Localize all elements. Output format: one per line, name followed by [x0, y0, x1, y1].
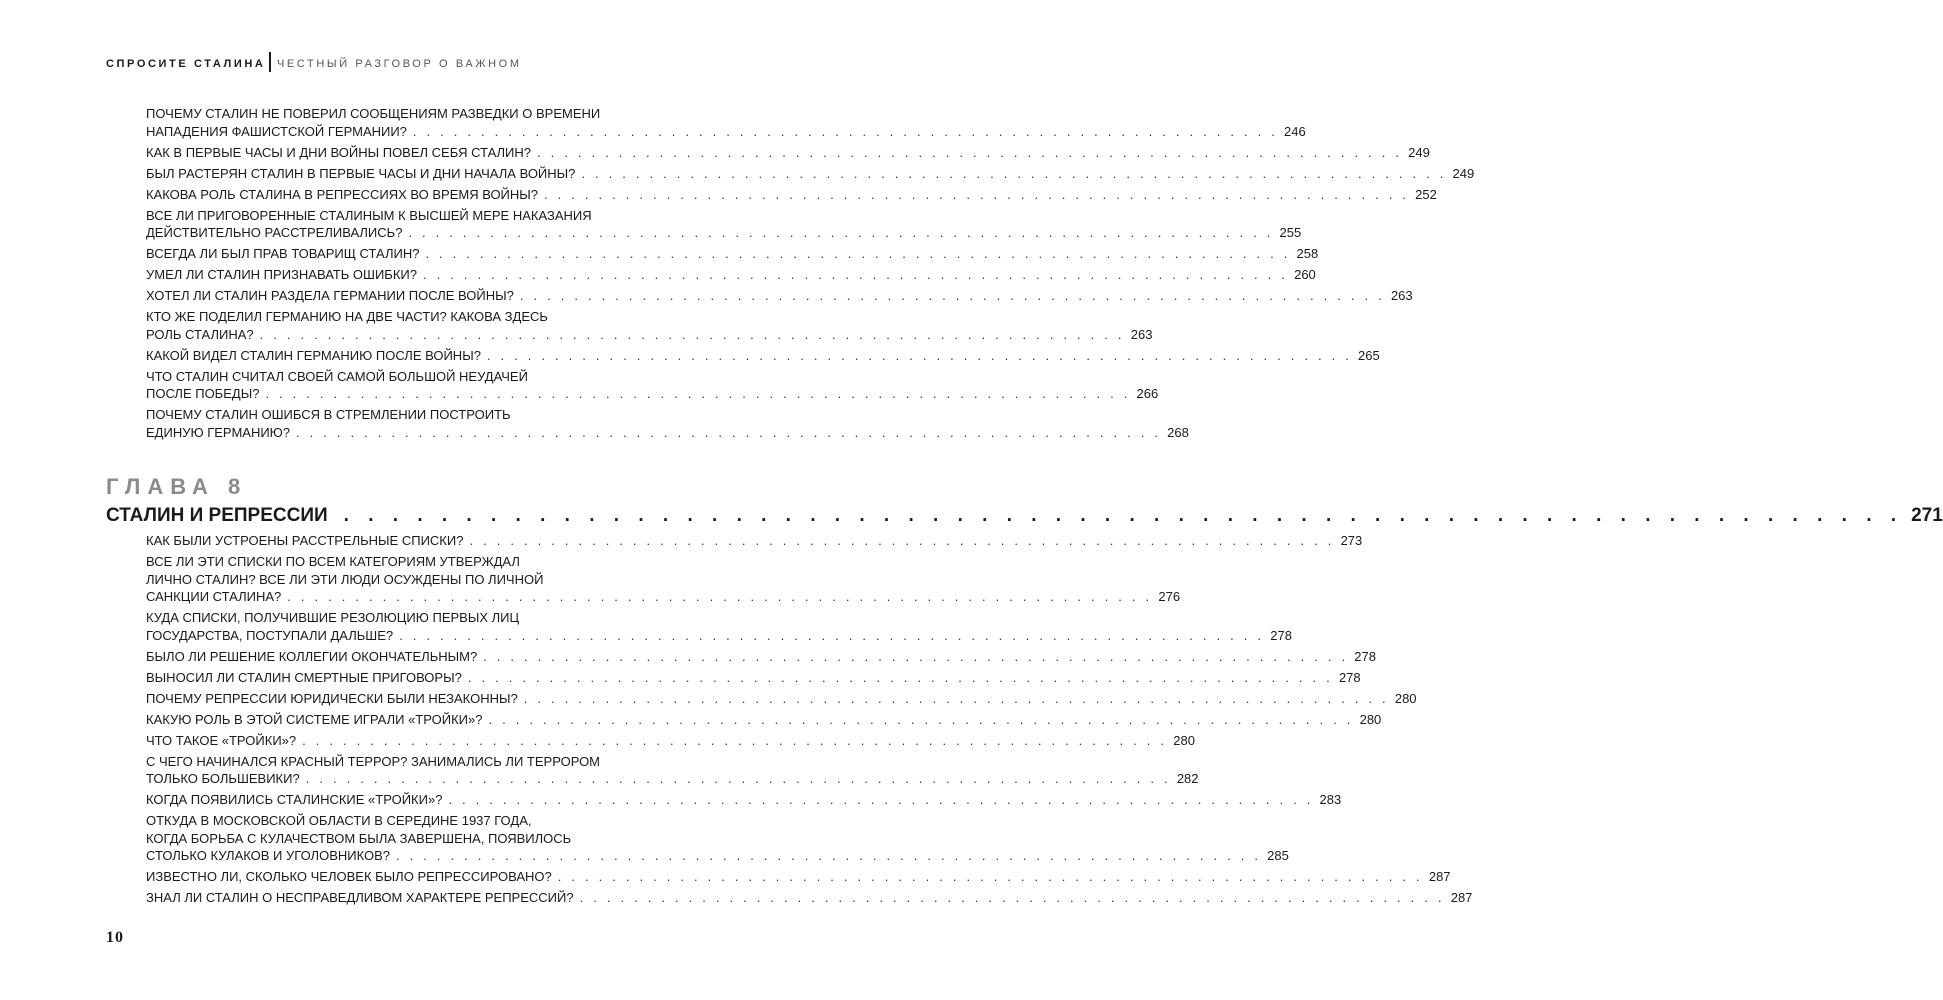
toc-entry-final-line: [146, 770, 1199, 788]
toc-entry-page-number: 282: [1176, 771, 1199, 786]
toc-entry-page-number: 268: [1167, 424, 1189, 440]
toc-entry-title: ТОЛЬКО БОЛЬШЕВИКИ?: [146, 771, 300, 786]
toc-entry[interactable]: [146, 266, 1316, 284]
toc-entry-final-line: [146, 791, 1342, 809]
dot-leader: . . . . . . . . . . . . . . . . . . . . . . . . . . . . . . . . . . . . . . . . . . . . . . . . . . . . . . . . . . . . . . . .: [396, 848, 1262, 863]
dot-leader: . . . . . . . . . . . . . . . . . . . . . . . . . . . . . . . . . . . . . . . . . . . . . . . . . . . . . . . . . . . . . . . .: [519, 288, 1385, 303]
toc-entry-page-number: 278: [1338, 669, 1361, 685]
toc-entry-final-line: [146, 669, 1361, 687]
toc-entry-line: КОГДА БОРЬБА С КУЛАЧЕСТВОМ БЫЛА ЗАВЕРШЕНА, ПОЯВИЛОСЬ: [146, 830, 572, 846]
toc-entry-line: С ЧЕГО НАЧИНАЛСЯ КРАСНЫЙ ТЕРРОР? ЗАНИМАЛИСЬ ЛИ ТЕРРОРОМ: [146, 753, 601, 769]
toc-entry-page-number: 287: [1450, 890, 1473, 905]
toc-entry-title: ПОСЛЕ ПОБЕДЫ?: [146, 386, 260, 401]
toc-entry-title: КАК В ПЕРВЫЕ ЧАСЫ И ДНИ ВОЙНЫ ПОВЕЛ СЕБЯ СТАЛИН?: [146, 144, 532, 160]
toc-entry-title: САНКЦИИ СТАЛИНА?: [146, 589, 282, 604]
toc-entry-final-line: [146, 165, 1475, 183]
dot-leader: . . . . . . . . . . . . . . . . . . . . . . . . . . . . . . . . . . . . . . . . . . . . . . . . . . . . . . . . . . . . . . . .: [302, 732, 1168, 748]
toc-entry-title: УМЕЛ ЛИ СТАЛИН ПРИЗНАВАТЬ ОШИБКИ?: [146, 267, 417, 282]
toc-entry[interactable]: [146, 347, 1380, 365]
toc-entry[interactable]: [146, 368, 1159, 403]
toc-entry-title: НАПАДЕНИЯ ФАШИСТСКОЙ ГЕРМАНИИ?: [146, 123, 407, 139]
toc-entry[interactable]: [146, 711, 1382, 729]
toc-entry-title: ВЫНОСИЛ ЛИ СТАЛИН СМЕРТНЫЕ ПРИГОВОРЫ?: [146, 669, 462, 685]
toc-entry-title: КАК БЫЛИ УСТРОЕНЫ РАССТРЕЛЬНЫЕ СПИСКИ?: [146, 533, 464, 548]
toc-entry-line: ЛИЧНО СТАЛИН? ВСЕ ЛИ ЭТИ ЛЮДИ ОСУЖДЕНЫ ПО ЛИЧНОЙ: [146, 571, 544, 587]
toc-entry-line: ВСЕ ЛИ ЭТИ СПИСКИ ПО ВСЕМ КАТЕГОРИЯМ УТВЕРЖДАЛ: [146, 554, 520, 569]
toc-entry-title: ЗНАЛ ЛИ СТАЛИН О НЕСПРАВЕДЛИВОМ ХАРАКТЕРЕ РЕПРЕССИЙ?: [146, 890, 574, 905]
toc-entry-page-number: 285: [1267, 848, 1289, 863]
dot-leader: . . . . . . . . . . . . . . . . . . . . . . . . . . . . . . . . . . . . . . . . . . . . . . . . . . . . . . . . . . . . . . . .: [488, 711, 1354, 727]
toc-entry[interactable]: [146, 532, 1363, 550]
dot-leader: . . . . . . . . . . . . . . . . . . . . . . . . . . . . . . . . . . . . . . . . . . . . . . . . . . . . . . . . . . . . . . . .: [422, 267, 1289, 282]
toc-entry-final-line: [146, 732, 1195, 750]
dot-leader: . . . . . . . . . . . . . . . . . . . . . . . . . . . . . . . . . . . . . . . . . . . . . . . . . . . . . . . . . . . . . . . .: [467, 669, 1333, 685]
toc-entry-final-line: [146, 627, 1292, 645]
toc-entry-final-line: [146, 144, 1430, 162]
toc-entry-page-number: 260: [1294, 267, 1316, 282]
dot-leader: . . . . . . . . . . . . . . . . . . . . . . . . . . . . . . . . . . . . . . . . . . . . . . . . . . . . . . . . . . . . . . . .: [469, 533, 1335, 548]
toc-entry[interactable]: [146, 144, 1430, 162]
toc-entry[interactable]: [146, 791, 1342, 809]
dot-leader: . . . . . . . . . . . . . . . . . . . . . . . . . . . . . . . . . . . . . . . . . . . . . . . . . . . . . . . . . . . . . . . .: [265, 386, 1131, 401]
toc-entry-page-number: 255: [1279, 225, 1302, 240]
toc-entry[interactable]: [146, 868, 1451, 886]
dot-leader: . . . . . . . . . . . . . . . . . . . . . . . . . . . . . . . . . . . . . . . . . . . . . . . . . . . . . . . . . . . . . . . .: [305, 771, 1171, 786]
dot-leader: . . . . . . . . . . . . . . . . . . . . . . . . . . . . . . . . . . . . . . . . . . . . . . . . . . . . . . . . . . . . . . . .: [399, 627, 1265, 643]
chapter-title-row[interactable]: [106, 505, 1943, 527]
dot-leader: . . . . . . . . . . . . . . . . . . . . . . . . . . . . . . . . . . . . . . . . . . . . . . . . . . . . . . . . . . . . . . . .: [557, 869, 1423, 884]
toc-entry[interactable]: [146, 287, 1413, 305]
toc-entry[interactable]: [146, 732, 1195, 750]
toc-entry-page-number: 280: [1394, 690, 1417, 706]
toc-entry[interactable]: [146, 648, 1376, 666]
toc-entry-title: ХОТЕЛ ЛИ СТАЛИН РАЗДЕЛА ГЕРМАНИИ ПОСЛЕ ВОЙНЫ?: [146, 288, 514, 303]
toc-entry-title: ЕДИНУЮ ГЕРМАНИЮ?: [146, 424, 291, 440]
toc-entry-line: ВСЕ ЛИ ПРИГОВОРЕННЫЕ СТАЛИНЫМ К ВЫСШЕЙ МЕРЕ НАКАЗАНИЯ: [146, 207, 592, 223]
toc-entry[interactable]: [146, 165, 1475, 183]
toc-entry[interactable]: [146, 308, 1153, 343]
toc-entry-final-line: [146, 424, 1189, 442]
page-number: 10: [106, 929, 124, 946]
dot-leader: . . . . . . . . . . . . . . . . . . . . . . . . . . . . . . . . . . . . . . . . . . . . . . . . . . . . . . . . . . . . . . . .: [523, 690, 1389, 706]
toc-entry-line: ПОЧЕМУ СТАЛИН ОШИБСЯ В СТРЕМЛЕНИИ ПОСТРОИТЬ: [146, 407, 511, 422]
toc-entry[interactable]: [146, 812, 1289, 865]
dot-leader: . . . . . . . . . . . . . . . . . . . . . . . . . . . . . . . . . . . . . . . . . . . . . . . . . . . . . . . . . . . . . . . .: [581, 165, 1447, 181]
toc-entry[interactable]: [146, 553, 1181, 606]
toc-entry-title: ВСЕГДА ЛИ БЫЛ ПРАВ ТОВАРИЩ СТАЛИН?: [146, 246, 420, 261]
toc-entry-page-number: 280: [1359, 711, 1382, 727]
dot-leader: . . . . . . . . . . . . . . . . . . . . . . . . . . . . . . . . . . . . . . . . . . . . . . . . . . . . . . . . . . . . . . . .: [448, 792, 1314, 807]
dot-leader: . . . . . . . . . . . . . . . . . . . . . . . . . . . . . . . . . . . . . . . . . . . . . . . . . . . . . . . . . . . . . . . .: [412, 123, 1279, 139]
toc-entry-title: БЫЛ РАСТЕРЯН СТАЛИН В ПЕРВЫЕ ЧАСЫ И ДНИ НАЧАЛА ВОЙНЫ?: [146, 165, 576, 181]
dot-leader: . . . . . . . . . . . . . . . . . . . . . . . . . . . . . . . . . . . . . . . . . . . . . . . . . . . . . . . . . . . . . . . .: [483, 648, 1349, 664]
toc-entry-title: ИЗВЕСТНО ЛИ, СКОЛЬКО ЧЕЛОВЕК БЫЛО РЕПРЕССИРОВАНО?: [146, 869, 552, 884]
chapter-title: СТАЛИН И РЕПРЕССИИ: [106, 505, 328, 526]
running-header: [106, 54, 522, 74]
dot-leader: . . . . . . . . . . . . . . . . . . . . . . . . . . . . . . . . . . . . . . . . . . . . . . . . . . . . . . . . . . . . . . . .: [544, 186, 1410, 202]
toc-entry-title: ДЕЙСТВИТЕЛЬНО РАССТРЕЛИВАЛИСЬ?: [146, 225, 403, 240]
toc-entry-final-line: [146, 266, 1316, 284]
toc-entry-page-number: 280: [1173, 732, 1195, 748]
chapter-dot-leader: . . . . . . . . . . . . . . . . . . . . . . . . . . . . . . . . . . . . . . . . . . . . . . . . . . . . . . . . . . . . . . . .: [343, 505, 1904, 526]
toc-entry-page-number: 283: [1319, 792, 1342, 807]
toc-entry-final-line: [146, 868, 1451, 886]
toc-entry-page-number: 258: [1296, 246, 1319, 261]
chapter-label: ГЛАВА 8: [106, 474, 248, 499]
toc-entry[interactable]: [146, 690, 1417, 708]
toc-entry[interactable]: [146, 609, 1292, 644]
toc-entry-page-number: 252: [1415, 186, 1437, 202]
book-subtitle: ЧЕСТНЫЙ РАЗГОВОР О ВАЖНОМ: [276, 57, 522, 70]
dot-leader: . . . . . . . . . . . . . . . . . . . . . . . . . . . . . . . . . . . . . . . . . . . . . . . . . . . . . . . . . . . . . . . .: [287, 589, 1153, 604]
toc-entry-final-line: [146, 889, 1473, 907]
toc-entry-page-number: 263: [1390, 288, 1413, 303]
toc-section-previous-chapter: [146, 105, 1475, 445]
toc-entry-final-line: [146, 347, 1380, 365]
toc-entry-page-number: 276: [1158, 589, 1181, 604]
chapter-page-number: 271: [1911, 505, 1943, 526]
toc-entry[interactable]: [146, 207, 1302, 242]
toc-entry[interactable]: [146, 245, 1319, 263]
toc-entry-line: ПОЧЕМУ СТАЛИН НЕ ПОВЕРИЛ СООБЩЕНИЯМ РАЗВЕДКИ О ВРЕМЕНИ: [146, 106, 601, 121]
toc-entry-title: ГОСУДАРСТВА, ПОСТУПАЛИ ДАЛЬШЕ?: [146, 627, 394, 643]
toc-entry-page-number: 278: [1354, 648, 1376, 664]
toc-entry-final-line: [146, 123, 1306, 141]
dot-leader: . . . . . . . . . . . . . . . . . . . . . . . . . . . . . . . . . . . . . . . . . . . . . . . . . . . . . . . . . . . . . . . .: [259, 326, 1125, 342]
dot-leader: . . . . . . . . . . . . . . . . . . . . . . . . . . . . . . . . . . . . . . . . . . . . . . . . . . . . . . . . . . . . . . . .: [296, 424, 1162, 440]
toc-entry-page-number: 287: [1428, 869, 1451, 884]
toc-section-chapter-8: [146, 532, 1473, 910]
toc-entry-final-line: [146, 588, 1181, 606]
toc-entry-line: ОТКУДА В МОСКОВСКОЙ ОБЛАСТИ В СЕРЕДИНЕ 1937 ГОДА,: [146, 813, 532, 828]
toc-entry-title: ЧТО ТАКОЕ «ТРОЙКИ»?: [146, 732, 297, 748]
toc-entry-final-line: [146, 648, 1376, 666]
toc-entry[interactable]: [146, 105, 1306, 140]
toc-entry-page-number: 249: [1452, 165, 1475, 181]
toc-entry[interactable]: [146, 186, 1437, 204]
toc-entry-final-line: [146, 385, 1159, 403]
toc-entry-page-number: 266: [1136, 386, 1159, 401]
toc-entry-title: КАКОЙ ВИДЕЛ СТАЛИН ГЕРМАНИЮ ПОСЛЕ ВОЙНЫ?: [146, 347, 481, 363]
toc-entry-page-number: 246: [1284, 123, 1306, 139]
toc-entry-final-line: [146, 245, 1319, 263]
header-divider: [269, 52, 271, 72]
toc-entry-title: РОЛЬ СТАЛИНА?: [146, 326, 254, 342]
toc-entry-line: КТО ЖЕ ПОДЕЛИЛ ГЕРМАНИЮ НА ДВЕ ЧАСТИ? КАКОВА ЗДЕСЬ: [146, 309, 548, 324]
toc-entry-final-line: [146, 690, 1417, 708]
toc-entry-final-line: [146, 711, 1382, 729]
dot-leader: . . . . . . . . . . . . . . . . . . . . . . . . . . . . . . . . . . . . . . . . . . . . . . . . . . . . . . . . . . . . . . . .: [579, 890, 1445, 905]
toc-entry-title: СТОЛЬКО КУЛАКОВ И УГОЛОВНИКОВ?: [146, 848, 391, 863]
dot-leader: . . . . . . . . . . . . . . . . . . . . . . . . . . . . . . . . . . . . . . . . . . . . . . . . . . . . . . . . . . . . . . . .: [425, 246, 1291, 261]
toc-entry-title: БЫЛО ЛИ РЕШЕНИЕ КОЛЛЕГИИ ОКОНЧАТЕЛЬНЫМ?: [146, 648, 478, 664]
book-title: СПРОСИТЕ СТАЛИНА: [106, 57, 266, 70]
toc-entry-final-line: [146, 532, 1363, 550]
toc-entry[interactable]: [146, 753, 1199, 788]
toc-entry-page-number: 263: [1130, 326, 1153, 342]
dot-leader: . . . . . . . . . . . . . . . . . . . . . . . . . . . . . . . . . . . . . . . . . . . . . . . . . . . . . . . . . . . . . . . .: [486, 347, 1353, 363]
toc-entry-title: КАКОВА РОЛЬ СТАЛИНА В РЕПРЕССИЯХ ВО ВРЕМЯ ВОЙНЫ?: [146, 186, 539, 202]
toc-entry-final-line: [146, 847, 1289, 865]
toc-entry[interactable]: [146, 889, 1473, 907]
toc-entry-line: КУДА СПИСКИ, ПОЛУЧИВШИЕ РЕЗОЛЮЦИЮ ПЕРВЫХ ЛИЦ: [146, 610, 520, 625]
toc-entry[interactable]: [146, 669, 1361, 687]
toc-entry-title: КОГДА ПОЯВИЛИСЬ СТАЛИНСКИЕ «ТРОЙКИ»?: [146, 792, 443, 807]
toc-entry-line: ЧТО СТАЛИН СЧИТАЛ СВОЕЙ САМОЙ БОЛЬШОЙ НЕУДАЧЕЙ: [146, 368, 528, 384]
toc-entry-final-line: [146, 186, 1437, 204]
toc-entry-title: ПОЧЕМУ РЕПРЕССИИ ЮРИДИЧЕСКИ БЫЛИ НЕЗАКОННЫ?: [146, 690, 518, 706]
toc-entry-page-number: 273: [1340, 533, 1363, 548]
toc-entry-page-number: 265: [1358, 347, 1380, 363]
toc-entry-page-number: 249: [1408, 144, 1430, 160]
toc-entry-final-line: [146, 224, 1302, 242]
toc-entry-final-line: [146, 287, 1413, 305]
toc-entry-title: КАКУЮ РОЛЬ В ЭТОЙ СИСТЕМЕ ИГРАЛИ «ТРОЙКИ»?: [146, 711, 483, 727]
toc-entry-page-number: 278: [1270, 627, 1292, 643]
toc-entry-final-line: [146, 326, 1153, 344]
dot-leader: . . . . . . . . . . . . . . . . . . . . . . . . . . . . . . . . . . . . . . . . . . . . . . . . . . . . . . . . . . . . . . . .: [537, 144, 1403, 160]
dot-leader: . . . . . . . . . . . . . . . . . . . . . . . . . . . . . . . . . . . . . . . . . . . . . . . . . . . . . . . . . . . . . . . .: [408, 225, 1274, 240]
toc-entry[interactable]: [146, 406, 1189, 441]
